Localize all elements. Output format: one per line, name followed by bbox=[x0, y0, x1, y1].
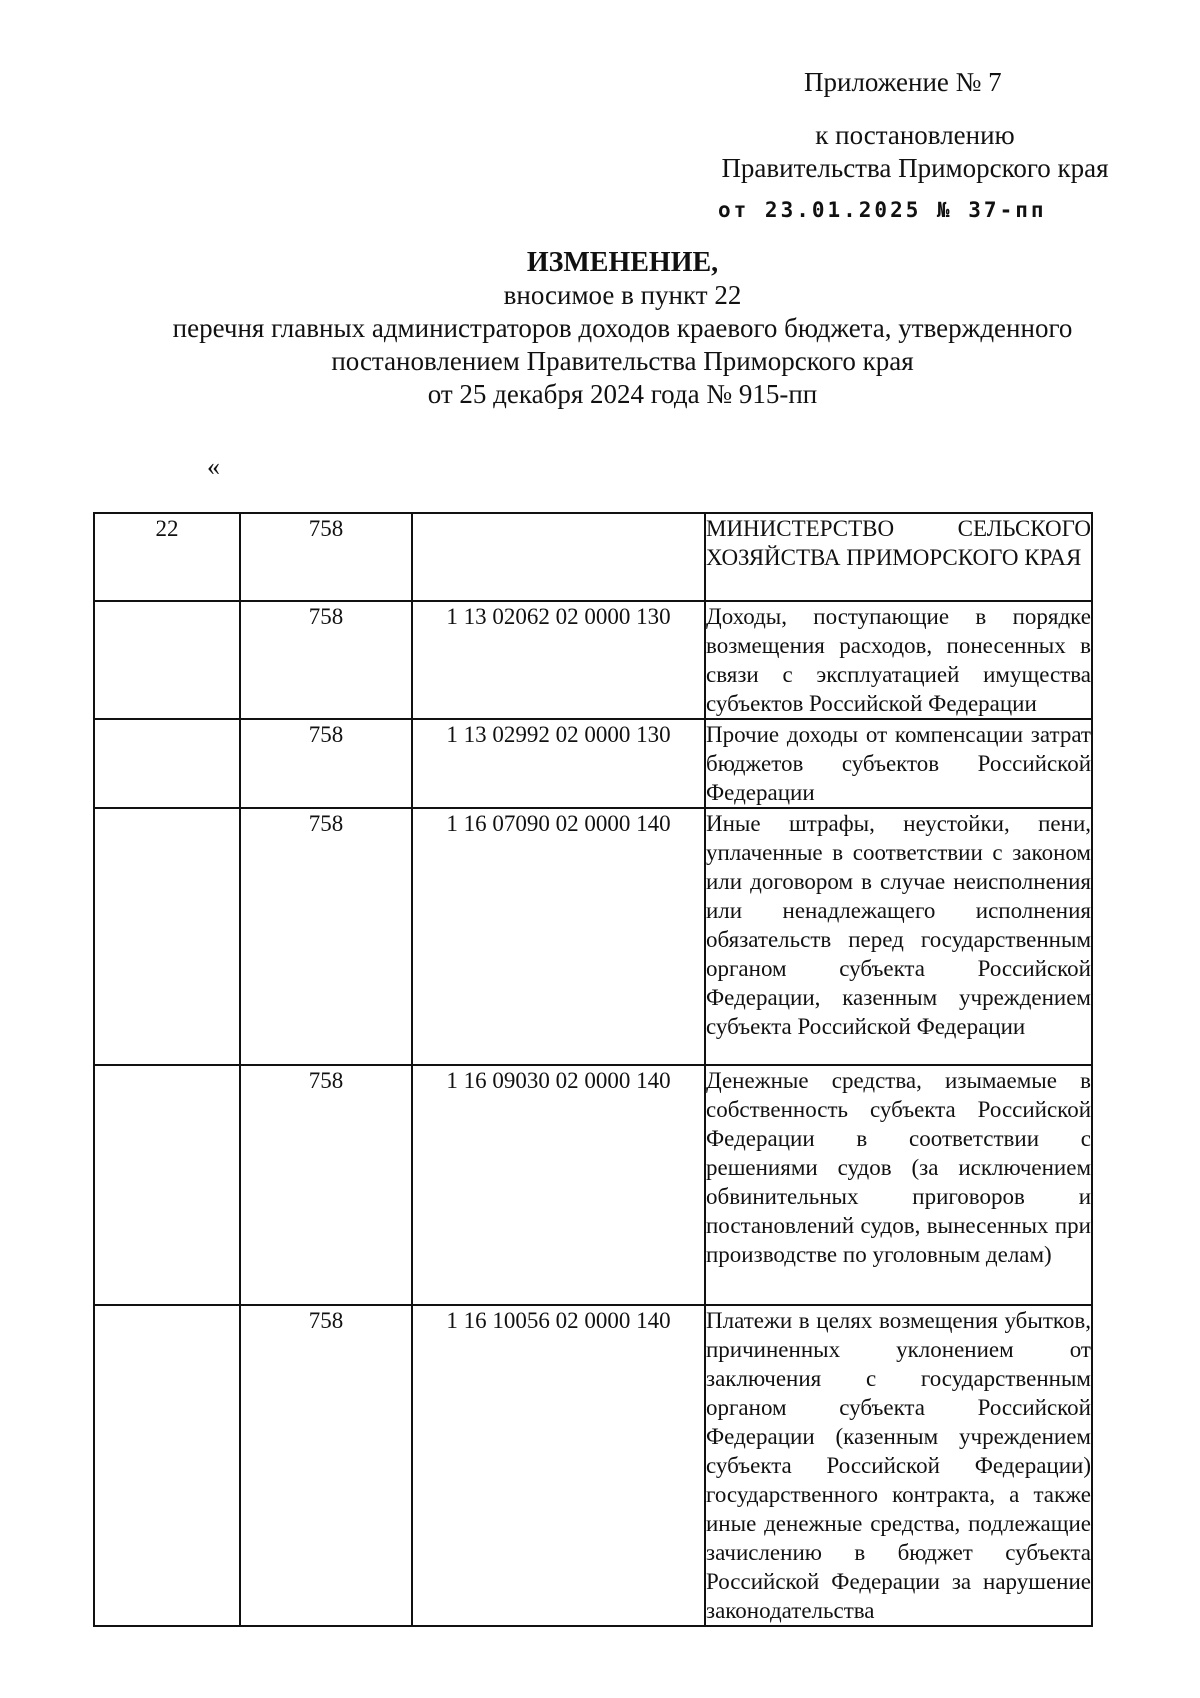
revenue-code-cell: 1 16 10056 02 0000 140 bbox=[412, 1305, 705, 1626]
revenue-name-cell: Прочие доходы от компенсации затрат бюджетов субъектов Российской Федерации bbox=[705, 719, 1092, 808]
revenue-code-cell: 1 16 09030 02 0000 140 bbox=[412, 1065, 705, 1305]
revenue-name-cell: МИНИСТЕРСТВО СЕЛЬСКОГО ХОЗЯЙСТВА ПРИМОРСКОГО КРАЯ bbox=[705, 513, 1092, 601]
table-row bbox=[94, 1305, 1092, 1626]
resolution-reference bbox=[700, 119, 1130, 185]
revenue-name-cell: Денежные средства, изымаемые в собственность субъекта Российской Федерации в соответствии с решениями судов (за исключением обвинительных приговоров и постановлений судов, вынесенных при производстве по уголовным делам) bbox=[705, 1065, 1092, 1305]
revenue-code-cell: 1 16 07090 02 0000 140 bbox=[412, 808, 705, 1065]
opening-quote: « bbox=[207, 452, 220, 481]
row-number-cell: 22 bbox=[94, 513, 240, 601]
table-row bbox=[94, 601, 1092, 719]
revenue-code-cell: 1 13 02062 02 0000 130 bbox=[412, 601, 705, 719]
title-main: ИЗМЕНЕНИЕ, bbox=[526, 247, 719, 278]
revenue-name-cell: Иные штрафы, неустойки, пени, уплаченные в соответствии с законом или договором в случае неисполнения или ненадлежащего исполнения обязательств перед государственным органом субъекта Российской Федерации, казенным учреждением субъекта Российской Федерации bbox=[705, 808, 1092, 1065]
title-line-1: вносимое в пункт 22 bbox=[503, 280, 742, 310]
document-title bbox=[60, 246, 1185, 411]
government-line: Правительства Приморского края bbox=[721, 153, 1109, 183]
admin-code-cell: 758 bbox=[240, 808, 412, 1065]
admin-code-cell: 758 bbox=[240, 513, 412, 601]
revenue-code-cell: 1 13 02992 02 0000 130 bbox=[412, 719, 705, 808]
table-row bbox=[94, 1065, 1092, 1305]
row-number-cell bbox=[94, 719, 240, 808]
title-line-4: от 25 декабря 2024 года № 915-пп bbox=[427, 379, 818, 409]
revenue-name-cell: Доходы, поступающие в порядке возмещения расходов, понесенных в связи с эксплуатацией имущества субъектов Российской Федерации bbox=[705, 601, 1092, 719]
table-row bbox=[94, 513, 1092, 601]
resolution-date-number: от 23.01.2025 № 37-пп bbox=[718, 198, 1047, 222]
revenue-administrators-table bbox=[93, 512, 1093, 1627]
row-number-cell bbox=[94, 601, 240, 719]
admin-code-cell: 758 bbox=[240, 1305, 412, 1626]
row-number-cell bbox=[94, 808, 240, 1065]
title-line-3: постановлением Правительства Приморского края bbox=[331, 346, 914, 376]
row-number-cell bbox=[94, 1065, 240, 1305]
revenue-name-cell: Платежи в целях возмещения убытков, причиненных уклонением от заключения с государственным органом субъекта Российской Федерации (казенным учреждением субъекта Российской Федерации) государственного контракта, а также иные денежные средства, подлежащие зачислению в бюджет субъекта Российской Федерации за нарушение законодательства bbox=[705, 1305, 1092, 1626]
revenue-code-cell bbox=[412, 513, 705, 601]
admin-code-cell: 758 bbox=[240, 719, 412, 808]
table-row bbox=[94, 719, 1092, 808]
admin-code-cell: 758 bbox=[240, 601, 412, 719]
admin-code-cell: 758 bbox=[240, 1065, 412, 1305]
title-line-2: перечня главных администраторов доходов краевого бюджета, утвержденного bbox=[172, 313, 1073, 343]
table-row bbox=[94, 808, 1092, 1065]
appendix-label: Приложение № 7 bbox=[804, 67, 1002, 97]
row-number-cell bbox=[94, 1305, 240, 1626]
to-resolution-line: к постановлению bbox=[815, 120, 1015, 150]
